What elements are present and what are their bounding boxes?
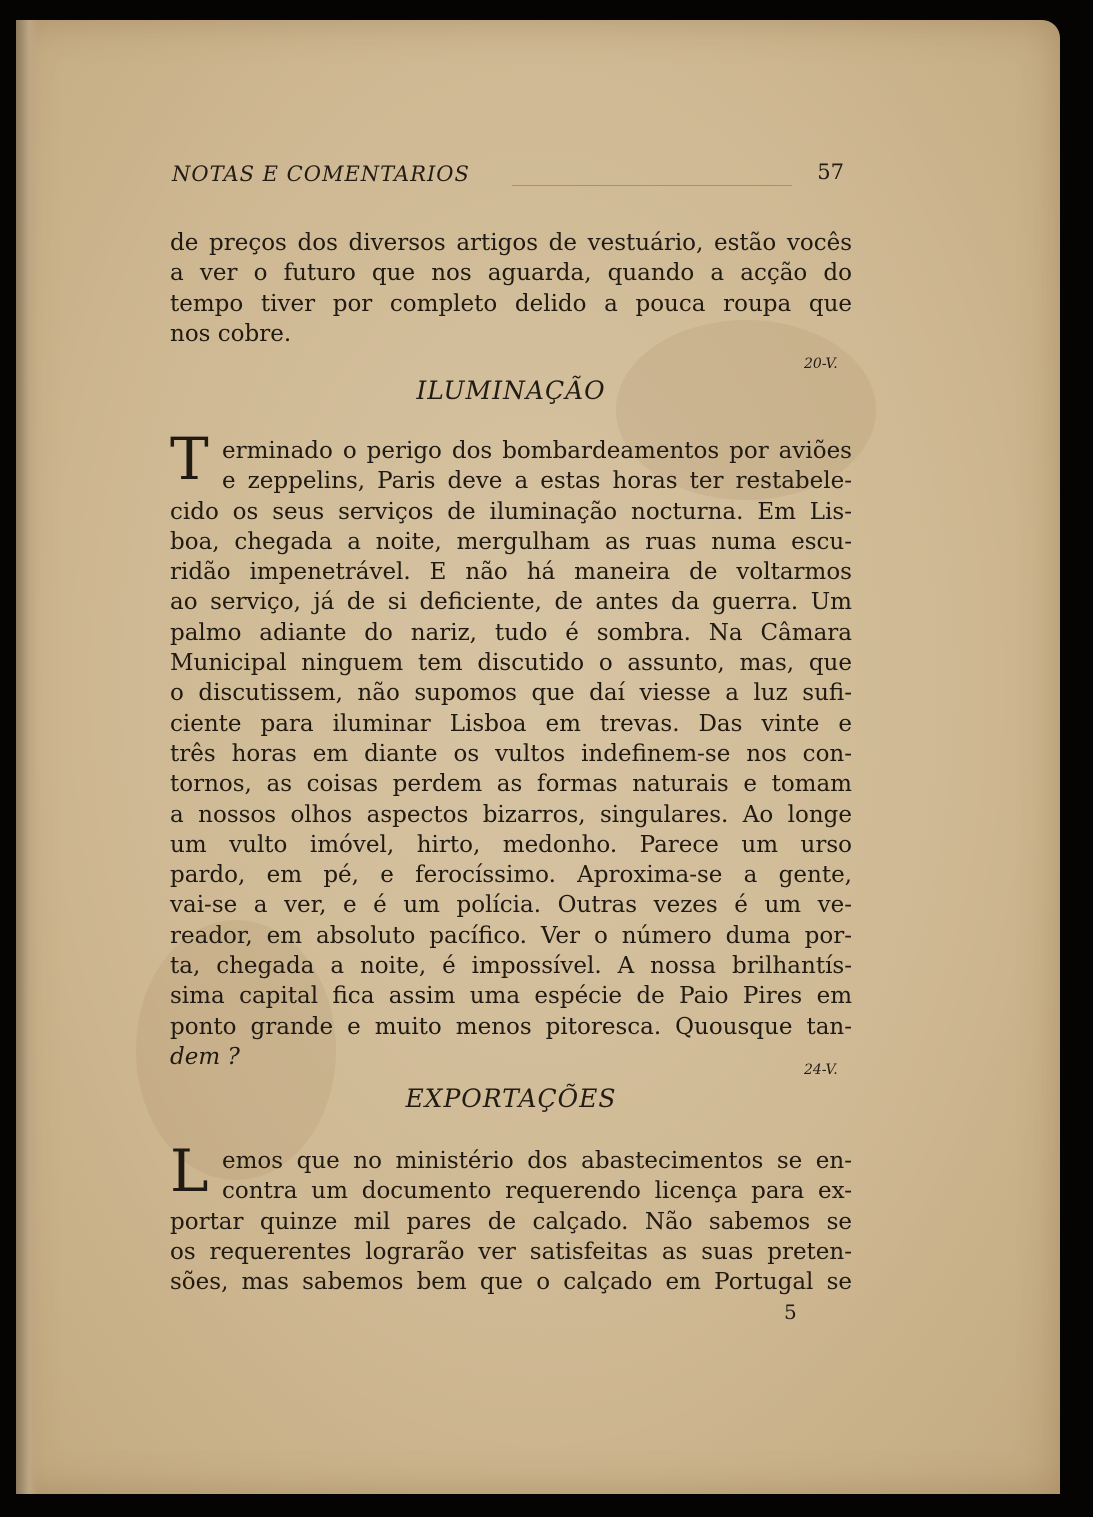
paragraph xyxy=(170,425,852,1072)
text-line: sima capital fica assim uma espécie de Paio Pires em xyxy=(170,983,852,1010)
text-line: tempo tiver por completo delido a pouca roupa que xyxy=(170,290,852,317)
text-line: palmo adiante do nariz, tudo é sombra. Na Câmara xyxy=(170,619,852,646)
running-title: NOTAS E COMENTARIOS xyxy=(172,162,470,186)
page-number: 57 xyxy=(817,160,844,184)
text-line: reador, em absoluto pacífico. Ver o número duma por- xyxy=(170,922,852,949)
text-line: ciente para iluminar Lisboa em trevas. Das vinte e xyxy=(170,710,852,737)
text-line: e zeppelins, Paris deve a estas horas ter restabele- xyxy=(222,468,852,495)
text-line: sões, mas sabemos bem que o calçado em Portugal se xyxy=(170,1269,852,1296)
text-line: a nossos olhos aspectos bizarros, singulares. Ao longe xyxy=(170,801,852,828)
section-heading-iluminacao: ILUMINAÇÃO xyxy=(416,376,606,405)
text-line: portar quinze mil pares de calçado. Não sabemos se xyxy=(170,1208,852,1235)
intro-signature: 20-V. xyxy=(804,356,838,372)
text-line: ta, chegada a noite, é impossível. A nossa brilhantís- xyxy=(170,953,852,980)
text-line: a ver o futuro que nos aguarda, quando a acção do xyxy=(170,260,852,287)
text-line: cido os seus serviços de iluminação nocturna. Em Lis- xyxy=(170,498,852,525)
signature-mark: 5 xyxy=(784,1300,797,1324)
drop-cap: L xyxy=(170,1137,209,1205)
text-line: ponto grande e muito menos pitoresca. Quousque tan- xyxy=(170,1013,852,1040)
text-line: de preços dos diversos artigos de vestuário, estão vocês xyxy=(170,230,852,256)
header-rule xyxy=(512,185,792,186)
section-heading-exportacoes: EXPORTAÇÕES xyxy=(405,1084,617,1113)
page-spine-shadow xyxy=(16,20,38,1494)
text-line: ao serviço, já de si deficiente, de antes da guerra. Um xyxy=(170,589,852,616)
text-line: ridão impenetrável. E não há maneira de voltarmos xyxy=(170,559,852,586)
text-line: dem ? xyxy=(170,1043,240,1070)
section-iluminacao-signature: 24-V. xyxy=(804,1062,838,1078)
text-line: contra um documento requerendo licença para ex- xyxy=(222,1178,852,1205)
text-line: nos cobre. xyxy=(170,320,292,347)
text-line: Municipal ninguem tem discutido o assunto, mas, que xyxy=(170,650,852,677)
text-line: o discutissem, não supomos que daí viesse a luz sufi- xyxy=(170,680,852,707)
drop-cap: T xyxy=(170,425,209,493)
text-line: pardo, em pé, e ferocíssimo. Aproxima-se a gente, xyxy=(170,862,852,889)
text-line: três horas em diante os vultos indefinem-se nos con- xyxy=(170,740,852,767)
running-header xyxy=(172,152,848,192)
paragraph xyxy=(170,1137,852,1297)
section-exportacoes-body xyxy=(170,1137,852,1297)
text-line: tornos, as coisas perdem as formas naturais e tomam xyxy=(170,771,852,798)
text-line: os requerentes lograrão ver satisfeitas as suas preten- xyxy=(170,1238,852,1265)
intro-paragraph xyxy=(170,228,852,349)
text-line: boa, chegada a noite, mergulham as ruas numa escu- xyxy=(170,528,852,555)
text-line: emos que no ministério dos abastecimentos se en- xyxy=(222,1148,852,1174)
text-line: vai-se a ver, e é um polícia. Outras vezes é um ve- xyxy=(170,892,852,919)
text-line: um vulto imóvel, hirto, medonho. Parece um urso xyxy=(170,831,852,858)
section-iluminacao-body xyxy=(170,425,852,1072)
text-line: erminado o perigo dos bombardeamentos por aviões xyxy=(222,438,852,464)
